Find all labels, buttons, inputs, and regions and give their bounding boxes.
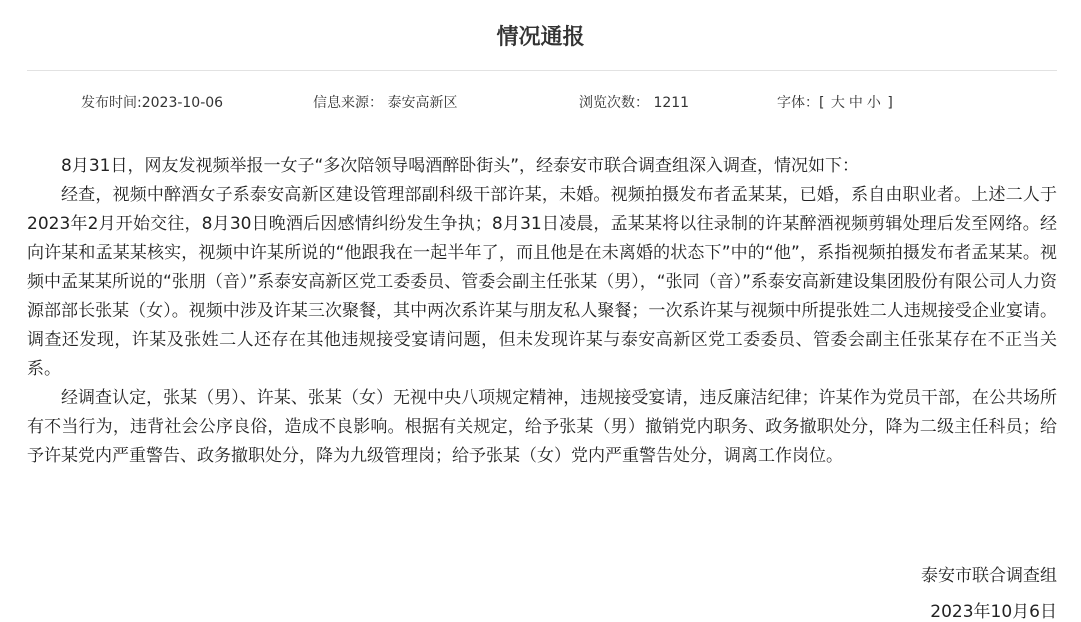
view-count: 浏览次数： 1211	[579, 95, 690, 111]
article-body	[27, 152, 1057, 471]
info-source: 信息来源： 泰安高新区	[313, 95, 458, 111]
font-size-medium-link[interactable]: 中	[848, 95, 863, 111]
article-paragraph-2: 经查，视频中醉酒女子系泰安高新区建设管理部副科级干部许某，未婚。视频拍摄发布者孟某某，已婚，系自由职业者。上述二人于2023年2月开始交往，8月30日晚酒后因感情纠纷发生争执；8月31日凌晨，孟某某将以往录制的许某醉酒视频剪辑处理后发至网络。经向许某和孟某某核实，视频中许某所说的“他跟我在一起半年了，而且他是在未离婚的状态下”中的“他”，系指视频拍摄发布者孟某某。视频中孟某某所说的“张朋（音）”系泰安高新区党工委委员、管委会副主任张某（男），“张同（音）”系泰安高新建设集团股份有限公司人力资源部部长张某（女）。视频中涉及许某三次聚餐，其中两次系许某与朋友私人聚餐；一次系许某与视频中所提张姓二人违规接受企业宴请。调查还发现，许某及张姓二人还存在其他违规接受宴请问题，但未发现许某与泰安高新区党工委委员、管委会副主任张某存在不正当关系。	[27, 185, 1057, 379]
article-paragraph-1: 8月31日，网友发视频举报一女子“多次陪领导喝酒醉卧街头”，经泰安市联合调查组深入调查，情况如下：	[61, 156, 860, 176]
signature-date: 2023年10月6日	[930, 602, 1057, 622]
font-size-label: 字体：[	[777, 95, 829, 111]
signature-organization: 泰安市联合调查组	[921, 566, 1057, 586]
page-title: 情况通报	[496, 25, 585, 50]
font-size-selector	[777, 92, 893, 112]
font-size-large-link[interactable]: 大	[830, 95, 845, 111]
article-paragraph-3: 经调查认定，张某（男）、许某、张某（女）无视中央八项规定精神，违规接受宴请，违反廉洁纪律；许某作为党员干部，在公共场所有不当行为，违背社会公序良俗，造成不良影响。根据有关规定，给予张某（男）撤销党内职务、政务撤职处分，降为二级主任科员；给予许某党内严重警告、政务撤职处分，降为九级管理岗；给予张某（女）党内严重警告处分，调离工作岗位。	[27, 388, 1057, 466]
font-size-close-bracket: ]	[882, 95, 893, 111]
title-divider	[27, 70, 1057, 71]
publish-time: 发布时间:2023-10-06	[81, 95, 224, 111]
font-size-small-link[interactable]: 小	[866, 95, 881, 111]
